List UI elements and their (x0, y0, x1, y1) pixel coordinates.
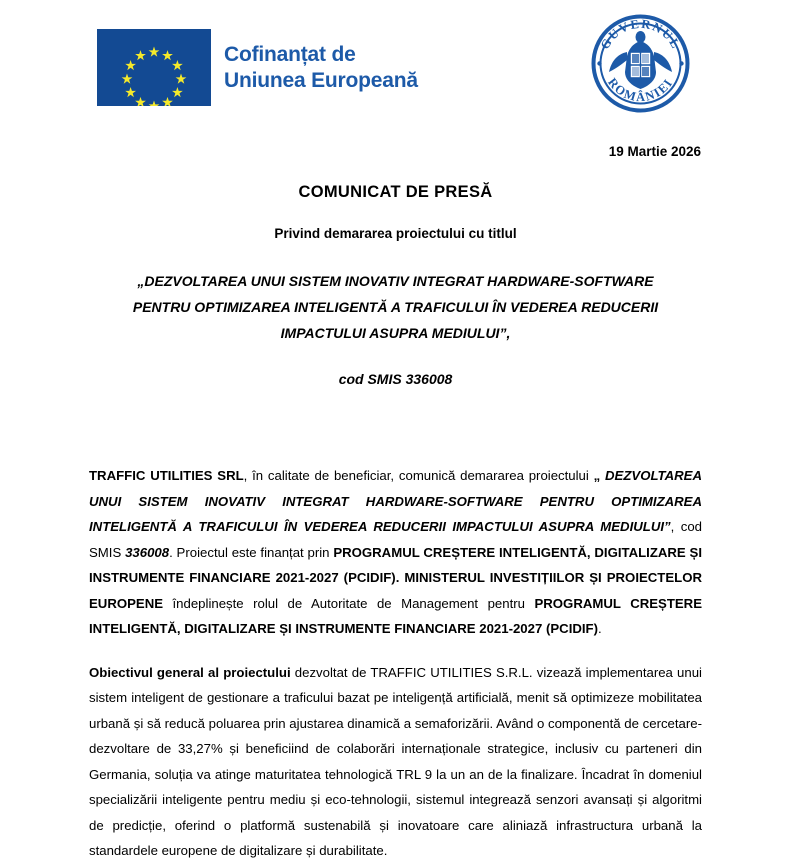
objective-text: dezvoltat de TRAFFIC UTILITIES S.R.L. vizează implementarea unui sistem inteligent de gestionare a traficului bazat pe inteligență artificială, menit să optimizeze mobilitatea urbană și să reducă poluarea prin ajustarea dinamică a semaforizării. Având o componentă de cercetare-dezvoltare de 33,27% și beneficiind de colaborări internaționale strategice, inclusiv cu parteneri din Germania, soluția va atinge maturitatea tehnologică TRL 9 la un an de la finalizare. Încadrat în domeniul specializării inteligente pentru mediu și eco-tehnologii, sistemul integrează senzori avansați și algoritmi de predicție, oferind o platformă sustenabilă și inovatoare care aliniază infrastructura urbană la standardele europene de digitalizare și durabilitate. (89, 664, 702, 858)
p1-segment-4: îndeplinește rolul de Autoritate de Management pentru (163, 595, 535, 611)
objective-lead: Obiectivul general al proiectului (89, 664, 291, 680)
project-title-line-2: PENTRU OPTIMIZAREA INTELIGENTĂ A TRAFICULUI ÎN VEDEREA REDUCERII (132, 299, 659, 315)
project-title-line-3: IMPACTULUI ASUPRA MEDIULUI”, (280, 325, 511, 341)
p1-quote-open: „ (593, 468, 606, 483)
paragraph-beneficiary (89, 463, 702, 642)
eu-cofinancing-logo (97, 29, 418, 106)
p1-project-name: DEZVOLTAREA UNUI SISTEM INOVATIV INTEGRAT HARDWARE-SOFTWARE PENTRU OPTIMIZAREA INTELIGENTĂ A TRAFICULUI ÎN VEDEREA REDUCERII IMPACTULUI ASUPRA MEDIULUI” (89, 468, 702, 534)
p1-segment-5: . (598, 621, 602, 636)
smis-code-line: cod SMIS 336008 (338, 371, 453, 387)
eu-logo-line-1: Cofinanțat de (224, 42, 356, 66)
eu-logo-line-2: Uniunea Europeană (224, 68, 418, 92)
paragraph-objective (89, 660, 702, 864)
p1-program-name: PROGRAMUL CREȘTERE INTELIGENTĂ, DIGITALIZARE ȘI INSTRUMENTE FINANCIARE 2021-2027 (PCIDIF). MINISTERUL INVESTIȚIILOR ȘI PROIECTELOR EUROPENE (89, 544, 702, 611)
svg-text:GUVERNUL: GUVERNUL (597, 16, 684, 52)
page-title: COMUNICAT DE PRESĂ (298, 183, 493, 201)
p1-program-name-2: PROGRAMUL CREȘTERE INTELIGENTĂ, DIGITALIZARE ȘI INSTRUMENTE FINANCIARE 2021-2027 (PCIDIF) (89, 595, 703, 636)
p1-segment-1: , în calitate de beneficiar, comunică demararea proiectului (243, 468, 594, 483)
beneficiary-name: TRAFFIC UTILITIES SRL (89, 468, 244, 483)
svg-text:ROMÂNIEI: ROMÂNIEI (605, 75, 676, 105)
eu-logo-text (224, 42, 418, 94)
p1-segment-2: , cod SMIS (89, 519, 702, 560)
p1-smis-code: 336008 (125, 544, 170, 560)
page-subtitle: Privind demararea proiectului cu titlul (274, 226, 517, 241)
document-body (89, 387, 702, 864)
project-title (88, 268, 703, 346)
document-date: 19 Martie 2026 (608, 144, 701, 159)
romanian-government-seal-icon (589, 12, 692, 115)
p1-segment-3: . Proiectul este finanțat prin (169, 544, 334, 560)
project-title-line-1: „DEZVOLTAREA UNUI SISTEM INOVATIV INTEGRAT HARDWARE-SOFTWARE (137, 273, 654, 289)
document-header (0, 0, 791, 122)
eu-flag-icon (97, 29, 211, 106)
